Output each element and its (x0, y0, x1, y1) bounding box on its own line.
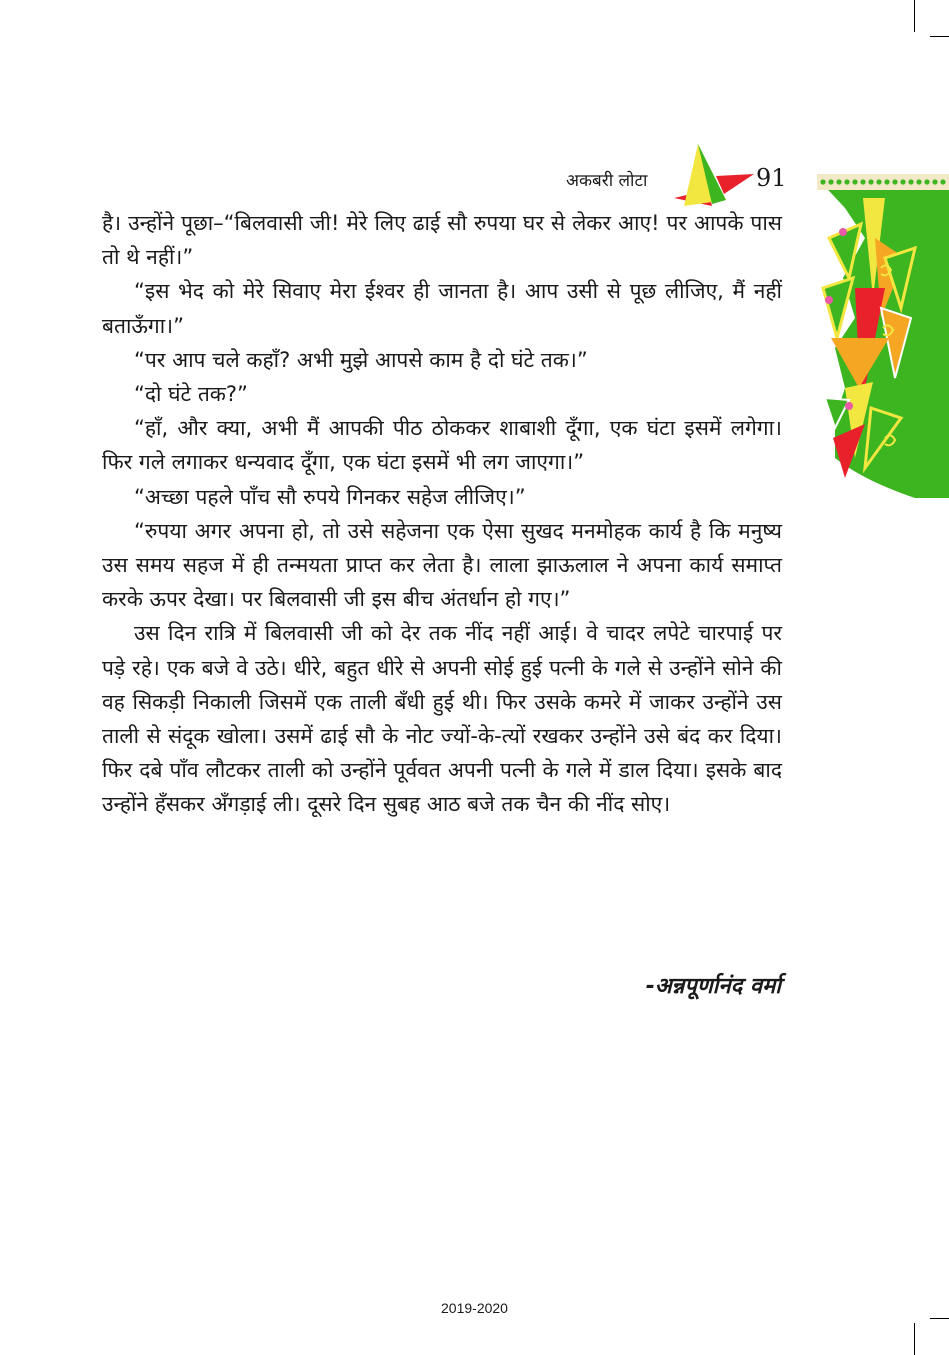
paragraph-8: उस दिन रात्रि में बिलवासी जी को देर तक नींद नहीं आई। वे चादर लपेटे चारपाई पर पड़े रहे। एक बजे वे उठे। धीरे, बहुत धीरे से अपनी सोई हुई पत्नी के गले से उन्होंने सोने की वह सिकड़ी निकाली जिसमें एक ताली बँधी हुई थी। फिर उसके कमरे में जाकर उन्होंने उस ताली से संदूक खोला। उसमें ढाई सौ के नोट ज्यों-के-त्यों रखकर उन्होंने उसे बंद कर दिया। फिर दबे पाँव लौटकर ताली को उन्होंने पूर्ववत अपनी पत्नी के गले में डाल दिया। इसके बाद उन्होंने हँसकर अँगड़ाई ली। दूसरे दिन सुबह आठ बजे तक चैन की नींद सोए। (102, 621, 782, 817)
footer-year: 2019-2020 (441, 1300, 508, 1316)
triangle-ornament-icon (672, 140, 756, 210)
paragraph-4: “दो घंटे तक?” (134, 382, 248, 407)
running-title: अकबरी लोटा (566, 171, 648, 191)
paragraph-1: है। उन्होंने पूछा–“बिलवासी जी! मेरे लिए ढाई सौ रुपया घर से लेकर आए! पर आपके पास तो थे नहीं।” (102, 211, 782, 270)
crop-mark-top-right-horizontal (930, 36, 949, 37)
crop-mark-top-right-vertical (914, 0, 915, 32)
paragraph-3: “पर आप चले कहाँ? अभी मुझे आपसे काम है दो घंटे तक।” (134, 347, 588, 372)
decorative-side-art (815, 168, 949, 498)
crop-mark-bottom-right-horizontal (930, 1318, 949, 1319)
page-number: 91 (756, 164, 787, 192)
paragraph-2: “इस भेद को मेरे सिवाए मेरा ईश्वर ही जानता है। आप उसी से पूछ लीजिए, मैं नहीं बताऊँगा।” (102, 279, 782, 338)
crop-mark-bottom-right-vertical (914, 1323, 915, 1355)
body-text (102, 206, 782, 822)
author-credit: -अन्नपूर्णानंद वर्मा (645, 974, 781, 999)
paragraph-7: “रुपया अगर अपना हो, तो उसे सहेजना एक ऐसा सुखद मनमोहक कार्य है कि मनुष्य उस समय सहज में ही तन्मयता प्राप्त कर लेता है। लाला झाऊलाल ने अपना कार्य समाप्त करके ऊपर देखा। पर बिलवासी जी इस बीच अंतर्धान हो गए।” (102, 518, 782, 612)
paragraph-6: “अच्छा पहले पाँच सौ रुपये गिनकर सहेज लीजिए।” (134, 484, 526, 509)
paragraph-5: “हाँ, और क्या, अभी मैं आपकी पीठ ठोककर शाबाशी दूँगा, एक घंटा इसमें लगेगा। फिर गले लगाकर धन्यवाद दूँगा, एक घंटा इसमें भी लग जाएगा।” (102, 416, 782, 475)
